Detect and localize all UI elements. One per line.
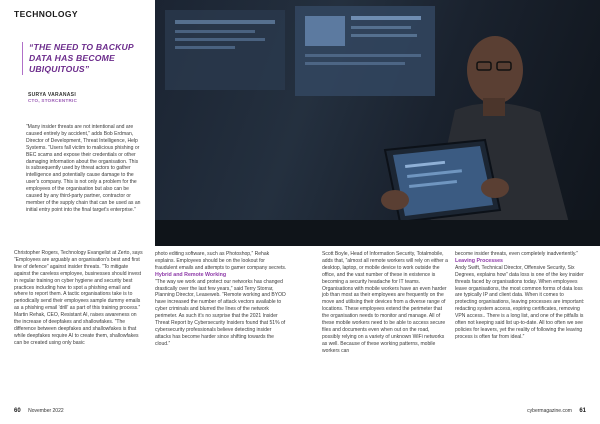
page-number-right: 61 [579,408,586,414]
subhead-leaving-processes: Leaving Processes [455,257,503,264]
quote-author-name: SURYA VARANASI [28,92,77,98]
hero-photo [155,0,600,246]
issue-date: November 2022 [28,408,64,414]
paragraph: “The way we work and protect our networks has changed drastically over the last few years,” said Terry Storrar, Planning Director, Leaseweb. “Remote working and BYOD have increased the number of attack vectors available to cyber criminals and blurred the lines of the network perimeter. As such it's no surprise that the 2021 Insider Threat Report by Cybersecurity Insiders found that 51% of cybersecurity professionals believe detecting insider attacks has become harder since shifting towards the cloud.” [155,278,286,347]
paragraph: Scott Boyle, Head of Information Security, Totalmobile, adds that, “almost all remote workers will rely on either a desktop, laptop, or mobile device to work outside the office, and the vast number of these in existence is becoming a security headache for IT teams. Organisations with mobile workers have an even harder job than most as their employees are frequently on the move and utilising their devices from a diverse range of locations. These employees extend the perimeter that the organisation needs to monitor and manage. All of these mobile workers need to be able to access secure files and documents even when out on the road, possibly relying on a variety of unknown WiFi networks as well. Because of these working patterns, mobile workers can [322,251,448,354]
column-2 [155,251,288,348]
paragraph: photo editing software, such as Photoshop,” Rehak explains. Employees should be on the lookout for fraudulent emails and attempts to gamer company secrets. [155,251,287,271]
quote-author-role: CTO, STORCENTRIC [28,98,78,103]
site-url[interactable]: cybermagazine.com [527,408,572,414]
column-3 [322,251,448,355]
paragraph: Andy Swift, Technical Director, Offensive Security, Six Degrees, explains how” data loss is one of the key insider threats faced by organisations today. When employees leave organisations, the most common forms of data loss are typically IP and client data. When it comes to protecting organisations, leaving processes are important: redacting system access, expiring certificates, removing VPN access.. There is a long list, and one of the pitfalls is often not keeping said list up-to-date. All too often we see policies for leavers, yet the reality of following the leaving process is often far from ideal.” [455,264,585,340]
paragraph: Christopher Rogers, Technology Evangelist at Zerto, says “Employees are arguably an organisation's best and first line of defence” against insider threats. “To mitigate against the careless employee, businesses should invest in regular training on cyber hygiene and security best practices including how to spot a phishing email and where to report them. A tactic organisations take is to periodically send their employees sample dummy emails as a phishing email 'drill' as part of this training process.” [14,250,143,312]
footer-right [527,408,586,414]
column-1-bottom [14,250,144,347]
pull-quote [22,42,146,75]
column-4 [455,251,587,341]
footer-left [14,408,64,414]
paragraph: become insider threats, even completely inadvertently.” [455,251,579,257]
paragraph: Martin Rehak, CEO, Resistant AI, raises awareness on the increase of deepfakes and shallowfakes. “The difference between deepfakes and shallowfakes is that while deepfakes require AI to create them, shallowfakes can be created using only basic [14,312,139,346]
paragraph: “Many insider threats are not intentional and are caused entirely by accident,” adds Bob Erdman, Director of Development, Threat Intelligence, Help Systems. “Users fall victim to malicious phishing or BEC scams and expose their credentials or other damaging information about the organisation. This is subsequently used by threat actors to gather intelligence and potentially cause damage to the user's company. This is not only a problem for the employees of the organisation but also can be caused by any third-party partner, contractor or member of the supply chain that can be used as an initial entry point into the final target's enterprise.” [26,124,141,213]
page-number-left: 60 [14,408,21,414]
subhead-hybrid-remote: Hybrid and Remote Working [155,271,227,278]
photo-illustration [155,0,600,246]
pull-quote-text: “THE NEED TO BACKUP DATA HAS BECOME UBIQUITOUS” [29,42,134,74]
column-1-top [26,124,142,214]
section-tag: TECHNOLOGY [14,9,78,19]
